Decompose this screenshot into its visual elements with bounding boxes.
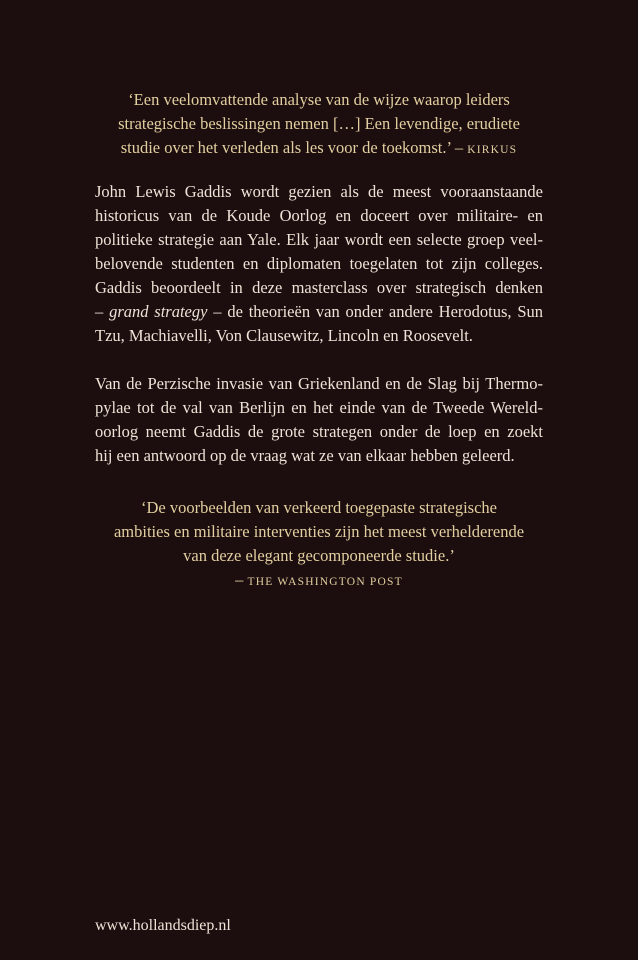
quote-source: THE WASHINGTON POST [247, 576, 403, 588]
quote-source-line [60, 568, 578, 594]
review-quote-kirkus [60, 88, 578, 162]
description-paragraph-1 [95, 180, 543, 348]
quote-line [60, 136, 578, 162]
review-quote-washington-post [60, 496, 578, 594]
paragraph-line: hij een antwoord op de vraag wat ze van elkaar hebben geleerd. [95, 446, 515, 465]
quote-line: ambities en militaire interventies zijn het meest verhelderende [113, 522, 525, 541]
quote-line: van deze elegant gecomponeerde studie.’ [183, 546, 455, 565]
paragraph-line: Van de Perzische invasie van Griekenland en de Slag bij Thermo- [95, 374, 543, 393]
description-paragraph-2 [95, 372, 543, 468]
paragraph-line: oorlog neemt Gaddis de grote strategen onder de loep en zoekt [95, 422, 543, 441]
paragraph-line: politieke strategie aan Yale. Elk jaar wordt een selecte groep veel- [95, 230, 543, 249]
dash: – [235, 570, 248, 589]
paragraph-line: Tzu, Machiavelli, Von Clausewitz, Lincoln en Roosevelt. [95, 326, 473, 345]
italic-term: grand strategy [109, 302, 208, 321]
paragraph-line: belovende studenten en diplomaten toegelaten tot zijn colleges. [95, 254, 543, 273]
quote-line-text: studie over het verleden als les voor de toekomst.’ – [120, 138, 464, 157]
publisher-website: www.hollandsdiep.nl [95, 917, 231, 934]
quote-line: strategische beslissingen nemen […] Een levendige, erudiete [118, 114, 520, 133]
paragraph-line: Gaddis beoordeelt in deze masterclass over strategisch denken [95, 278, 543, 297]
paragraph-line: pylae tot de val van Berlijn en het einde van de Tweede Wereld- [95, 398, 543, 417]
paragraph-line: John Lewis Gaddis wordt gezien als de meest vooraanstaande [95, 182, 543, 201]
paragraph-line-rest: – de theorieën van onder andere Herodotus, Sun [207, 302, 543, 321]
dash: – [95, 302, 110, 321]
quote-line: ‘De voorbeelden van verkeerd toegepaste strategische [141, 498, 497, 517]
paragraph-line: historicus van de Koude Oorlog en doceert over militaire- en [95, 206, 543, 225]
quote-source: KIRKUS [467, 144, 518, 156]
paragraph-line [95, 300, 543, 324]
quote-line: ‘Een veelomvattende analyse van de wijze waarop leiders [128, 90, 510, 109]
